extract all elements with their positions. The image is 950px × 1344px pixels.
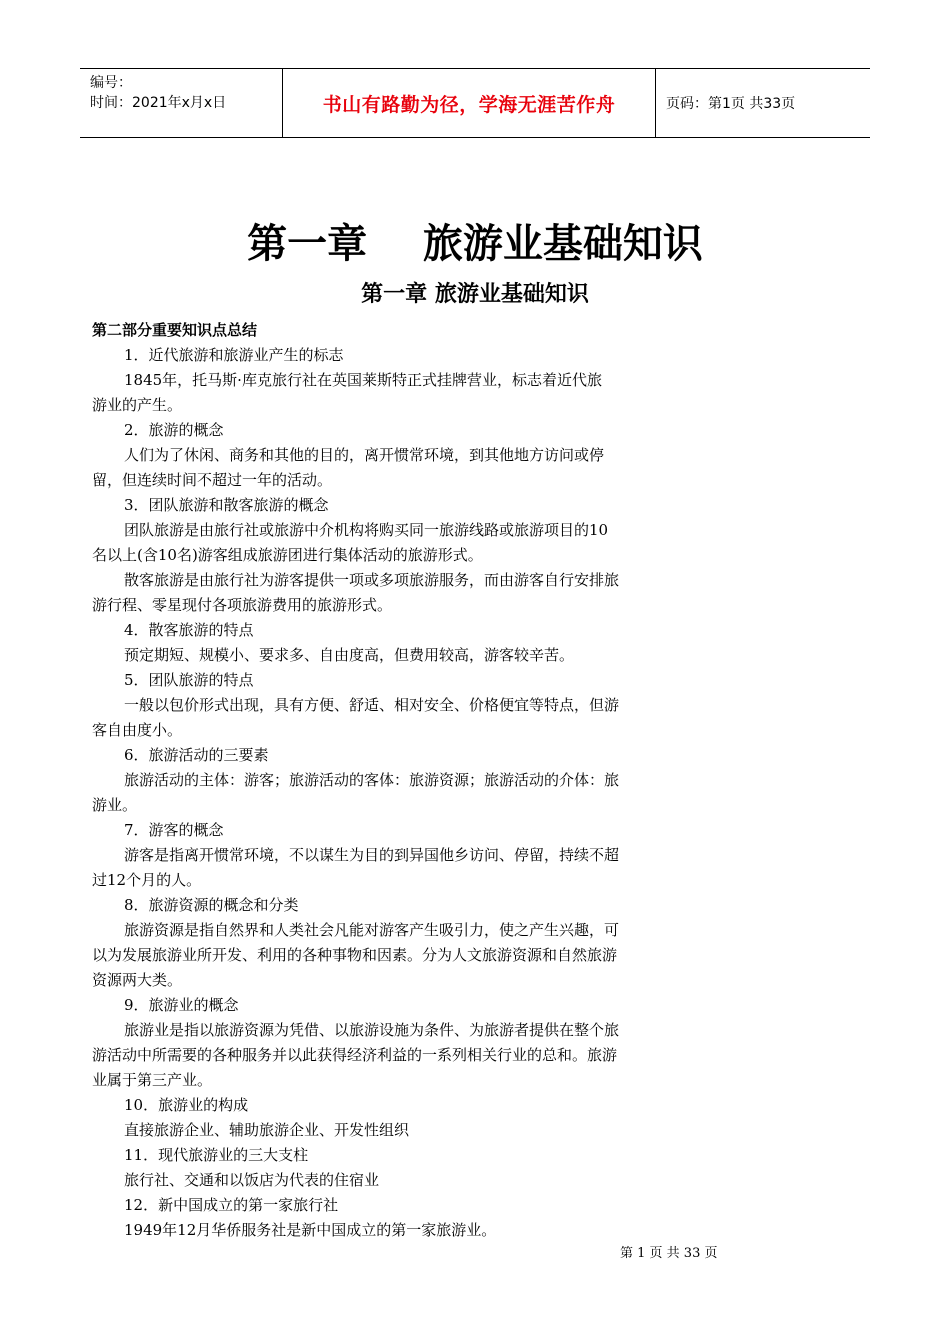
heading-5: 5．团队旅游的特点 (124, 671, 254, 689)
header-motto: 书山有路勤为径，学海无涯苦作舟 (282, 69, 656, 137)
heading-4: 4．散客旅游的特点 (124, 621, 254, 639)
header-page-info: 页码：第1页 共33页 (666, 96, 796, 112)
heading-10: 10．旅游业的构成 (124, 1096, 249, 1114)
document-subtitle: 第一章 旅游业基础知识 (361, 282, 589, 307)
paragraph-line: 人们为了休闲、商务和其他的目的，离开惯常环境，到其他地方访问或停 (124, 446, 605, 464)
paragraph-line: 过12个月的人。 (92, 871, 202, 889)
paragraph-line: 游行程、零星现付各项旅游费用的旅游形式。 (92, 596, 393, 614)
document-title: 第一章 旅游业基础知识 (247, 221, 703, 267)
paragraph-line: 一般以包价形式出现，具有方便、舒适、相对安全、价格便宜等特点，但游 (124, 696, 620, 714)
heading-8: 8．旅游资源的概念和分类 (124, 896, 299, 914)
paragraph-line: 旅游业是指以旅游资源为凭借、以旅游设施为条件、为旅游者提供在整个旅 (124, 1021, 620, 1039)
paragraph-line: 业属于第三产业。 (92, 1071, 213, 1089)
paragraph-line: 团队旅游是由旅行社或旅游中介机构将购买同一旅游线路或旅游项目的10 (124, 521, 609, 539)
paragraph-line: 旅游资源是指自然界和人类社会凡能对游客产生吸引力，使之产生兴趣，可 (124, 921, 620, 939)
number-label: 编号： (90, 75, 132, 91)
paragraph-line: 名以上(含10名)游客组成旅游团进行集体活动的旅游形式。 (92, 546, 483, 564)
paragraph-line: 散客旅游是由旅行社为游客提供一项或多项旅游服务，而由游客自行安排旅 (124, 571, 620, 589)
paragraph-line: 游业的产生。 (92, 396, 183, 414)
header-meta (80, 69, 282, 137)
date-label: 时间：2021年x月x日 (90, 95, 227, 111)
paragraph-line: 客自由度小。 (92, 721, 183, 739)
heading-7: 7．游客的概念 (124, 821, 224, 839)
paragraph-line: 直接旅游企业、辅助旅游企业、开发性组织 (124, 1121, 410, 1139)
paragraph-line: 预定期短、规模小、要求多、自由度高，但费用较高，游客较辛苦。 (124, 646, 575, 664)
heading-6: 6．旅游活动的三要素 (124, 746, 269, 764)
heading-2: 2．旅游的概念 (124, 421, 224, 439)
paragraph-line: 游活动中所需要的各种服务并以此获得经济利益的一系列相关行业的总和。旅游 (92, 1046, 618, 1064)
heading-3: 3．团队旅游和散客旅游的概念 (124, 496, 329, 514)
heading-1: 1．近代旅游和旅游业产生的标志 (124, 346, 344, 364)
page-header (80, 68, 870, 138)
paragraph-line: 旅行社、交通和以饭店为代表的住宿业 (124, 1171, 380, 1189)
paragraph-line: 旅游活动的主体：游客；旅游活动的客体：旅游资源；旅游活动的介体：旅 (124, 771, 620, 789)
paragraph-line: 游客是指离开惯常环境，不以谋生为目的到异国他乡访问、停留，持续不超 (124, 846, 620, 864)
heading-11: 11．现代旅游业的三大支柱 (124, 1146, 309, 1164)
document-body (92, 343, 680, 1243)
paragraph-line: 游业。 (92, 796, 138, 814)
paragraph-line: 1949年12月华侨服务社是新中国成立的第一家旅游业。 (124, 1221, 497, 1239)
page-footer: 第 1 页 共 33 页 (620, 1246, 718, 1261)
paragraph-line: 留，但连续时间不超过一年的活动。 (92, 471, 333, 489)
section-heading: 第二部分重要知识点总结 (92, 321, 258, 339)
paragraph-line: 资源两大类。 (92, 971, 183, 989)
paragraph-line: 以为发展旅游业所开发、利用的各种事物和因素。分为人文旅游资源和自然旅游 (92, 946, 618, 964)
paragraph-line: 1845年，托马斯·库克旅行社在英国莱斯特正式挂牌营业，标志着近代旅 (124, 371, 602, 389)
heading-9: 9．旅游业的概念 (124, 996, 239, 1014)
heading-12: 12．新中国成立的第一家旅行社 (124, 1196, 339, 1214)
